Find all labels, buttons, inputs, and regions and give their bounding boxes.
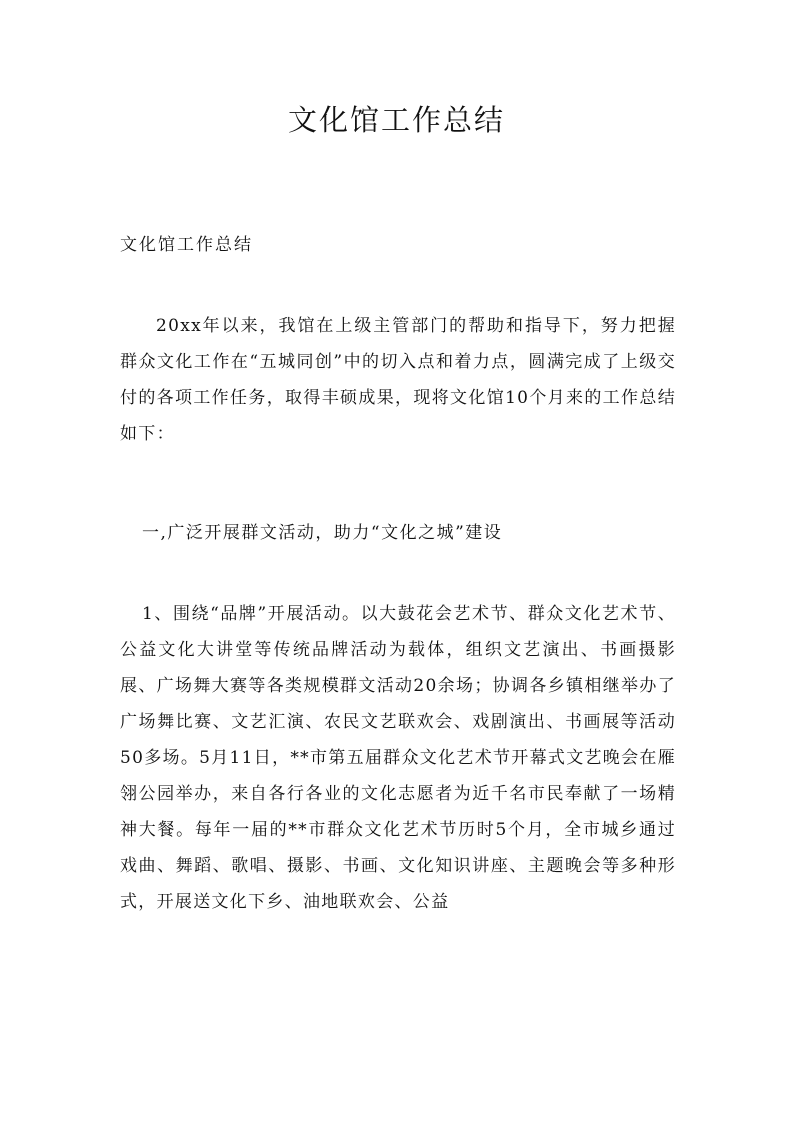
document-subtitle: 文化馆工作总结: [120, 235, 253, 255]
intro-paragraph: 20xx年以来，我馆在上级主管部门的帮助和指导下，努力把握群众文化工作在“五城同创”中的切入点和着力点，圆满完成了上级交付的各项工作任务，取得丰硕成果，现将文化馆10个月来的工作总结如下：: [120, 316, 676, 444]
document-title: 文化馆工作总结: [287, 103, 505, 137]
section-heading: 一,广泛开展群文活动，助力“文化之城”建设: [142, 523, 503, 543]
item-paragraph: 1、围绕“品牌”开展活动。以大鼓花会艺术节、群众文化艺术节、公益文化大讲堂等传统品牌活动为载体，组织文艺演出、书画摄影展、广场舞大赛等各类规模群文活动20余场；协调各乡镇相继举办了广场舞比赛、文艺汇演、农民文艺联欢会、戏剧演出、书画展等活动50多场。5月11日，**市第五届群众文化艺术节开幕式文艺晚会在雁翎公园举办，来自各行各业的文化志愿者为近千名市民奉献了一场精神大餐。每年一届的**市群众文化艺术节历时5个月，全市城乡通过戏曲、舞蹈、歌唱、摄影、书画、文化知识讲座、主题晚会等多种形式，开展送文化下乡、油地联欢会、公益: [120, 604, 676, 912]
